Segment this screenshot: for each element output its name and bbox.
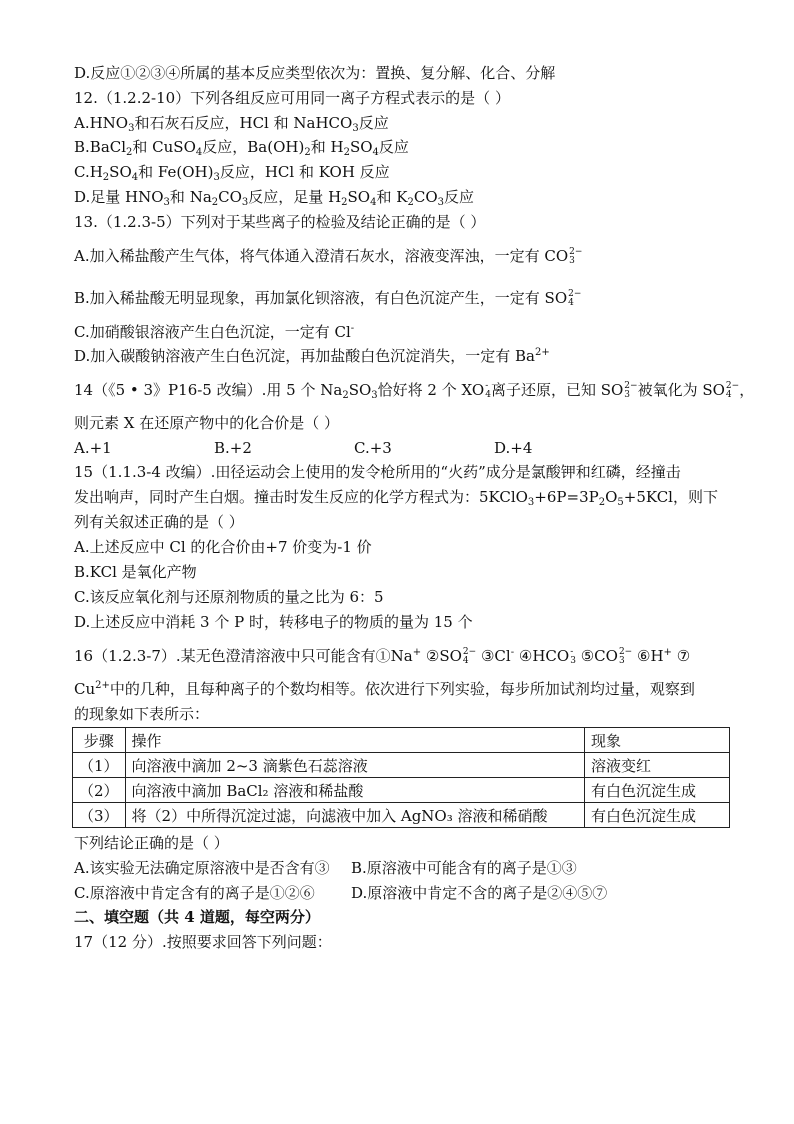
table-header-step: 步骤 (73, 728, 126, 753)
q16-stem-line1: 16（1.2.3-7）.某无色澄清溶液中只可能含有①Na+ ②SO 2− 4 ③Cl- ④HCO - 3 ⑤CO 2− 3 ⑥H+ ⑦ (74, 647, 691, 666)
q13-option-b: B.加入稀盐酸无明显现象，再加氯化钡溶液，有白色沉淀产生，一定有 SO 2− 4 (74, 289, 582, 308)
q14-stem: 14（《5 • 3》P16-5 改编）.用 5 个 $Na_2SO_3$恰好将 2 个 XO - 4 离子还原，已知 SO 2− 3 被氧化为 SO 2− 4 ， (74, 381, 755, 401)
table-cell-phenomenon: 有白色沉淀生成 (585, 778, 730, 803)
q15-option-a: A.上述反应中 Cl 的化合价由+7 价变为-1 价 (74, 538, 372, 556)
q13-option-d: D.加入碳酸钠溶液产生白色沉淀，再加盐酸白色沉淀消失，一定有 $Ba^{2+}$ (74, 347, 550, 365)
table-row (73, 803, 730, 828)
q12-stem-text: 12.（1.2.2-10）下列各组反应可用同一离子方程式表示的是（ ） (74, 89, 510, 107)
table-header-row (73, 728, 730, 753)
table-row (73, 778, 730, 803)
table-cell-phenomenon: 有白色沉淀生成 (585, 803, 730, 828)
section-title: 二、填空题（共 4 道题，每空两分） (74, 908, 320, 926)
q11-option-d-text: D.反应①②③④所属的基本反应类型依次为：置换、复分解、化合、分解 (74, 64, 556, 82)
q14-option-a: A.+1 (74, 439, 112, 457)
q15-option-c: C.该反应氧化剂与还原剂物质的量之比为 6：5 (74, 588, 384, 606)
q16-option-d: D.原溶液中肯定不含的离子是②④⑤⑦ (351, 884, 608, 902)
q16-option-b: B.原溶液中可能含有的离子是①③ (351, 859, 577, 877)
table-cell-operation: 向溶液中滴加 2~3 滴紫色石蕊溶液 (125, 753, 584, 778)
q16-stem-line3: 的现象如下表所示： (74, 705, 210, 723)
q14-option-c: C.+3 (354, 439, 392, 457)
table-cell-step: （2） (73, 778, 126, 803)
q11-option-d (74, 63, 754, 83)
q16-options-row2 (74, 883, 754, 903)
q16-question: 下列结论正确的是（ ） (74, 834, 229, 852)
q12-option-d: D.足量 $HNO_3$和 $Na_2CO_3$反应，足量 $H_2SO_4$和 $K_2CO_3$反应 (74, 188, 475, 208)
q15-option-b: B.KCl 是氧化产物 (74, 563, 197, 581)
q16-option-c: C.原溶液中肯定含有的离子是①②⑥ (74, 884, 315, 902)
q15-stem-line1: 15（1.1.3-4 改编）.田径运动会上使用的发令枪所用的“火药”成分是氯酸钾和红磷，经撞击 (74, 463, 681, 481)
table-header-operation: 操作 (125, 728, 584, 753)
q12-option-c: $C.H_2SO_4$和 $Fe(OH)_3$反应，HCl 和 KOH 反应 (74, 163, 390, 183)
q15-option-d: D.上述反应中消耗 3 个 P 时，转移电子的物质的量为 15 个 (74, 613, 473, 631)
q12-stem (74, 88, 754, 108)
q13-stem: 13.（1.2.3-5）下列对于某些离子的检验及结论正确的是（ ） (74, 213, 486, 231)
q16-option-a: A.该实验无法确定原溶液中是否含有③ (74, 859, 330, 877)
table-cell-phenomenon: 溶液变红 (585, 753, 730, 778)
q12-option-b: B.BaCl$_2$和 CuSO$_4$反应，$Ba(OH)_2$和 $H_2SO_4$反应 (74, 138, 409, 158)
q16-stem-line2: $Cu^{2+}$中的几种，且每种离子的个数均相等。依次进行下列实验，每步所加试剂均过量，观察到 (74, 680, 695, 698)
table-cell-step: （3） (73, 803, 126, 828)
experiment-table (72, 727, 730, 828)
table-header-phenomenon: 现象 (585, 728, 730, 753)
q13-option-a: A.加入稀盐酸产生气体，将气体通入澄清石灰水，溶液变浑浊，一定有 CO 2− 3 (74, 247, 583, 266)
q15-stem-line2: 发出响声，同时产生白烟。撞击时发生反应的化学方程式为：$5KClO_3+6P=3P_2O_5+5KCl$，则下 (74, 488, 718, 508)
q14-stem-line2: 则元素 X 在还原产物中的化合价是（ ） (74, 414, 339, 432)
table-cell-step: （1） (73, 753, 126, 778)
q12-option-a: $A.HNO_3$和石灰石反应，HCl 和 NaHCO$_3$反应 (74, 114, 389, 134)
q15-stem-line3: 列有关叙述正确的是（ ） (74, 513, 244, 531)
table-cell-operation: 向溶液中滴加 BaCl₂ 溶液和稀盐酸 (125, 778, 584, 803)
q13-option-c: C.加硝酸银溶液产生白色沉淀，一定有 Cl- (74, 323, 355, 341)
table-cell-operation: 将（2）中所得沉淀过滤，向滤液中加入 AgNO₃ 溶液和稀硝酸 (125, 803, 584, 828)
q17-stem: 17（12 分）.按照要求回答下列问题： (74, 933, 332, 951)
q14-option-d: D.+4 (494, 439, 533, 457)
q14-option-b: B.+2 (214, 439, 252, 457)
q16-options-row1 (74, 858, 754, 878)
table-row (73, 753, 730, 778)
